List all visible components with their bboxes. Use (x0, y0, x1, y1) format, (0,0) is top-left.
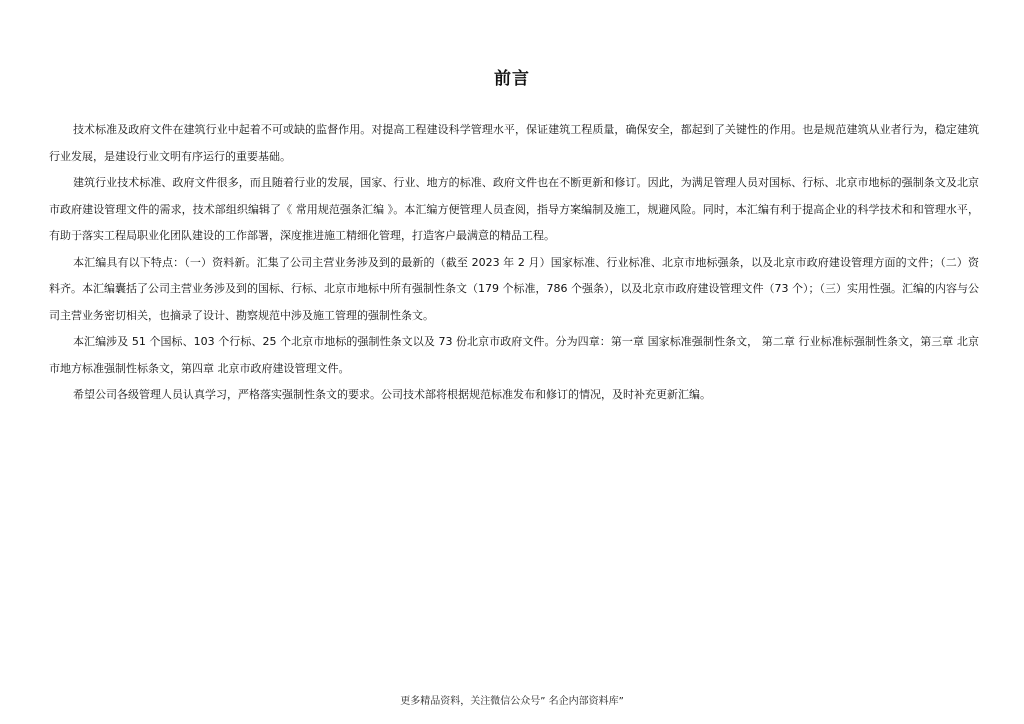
paragraph-4: 本汇编涉及 51 个国标、103 个行标、25 个北京市地标的强制性条文以及 73 份北京市政府文件。分为四章：第一章 国家标准强制性条文， 第二章 行业标准标强制性条文，第三章 北京市地方标准强制性标条文，第四章 北京市政府建设管理文件。 (49, 335, 979, 375)
paragraph-1: 技术标准及政府文件在建筑行业中起着不可或缺的监督作用。对提高工程建设科学管理水平，保证建筑工程质量，确保安全，都起到了关键性的作用。也是规范建筑从业者行为，稳定建筑行业发展，是建设行业文明有序运行的重要基础。 (49, 123, 979, 163)
paragraph-2: 建筑行业技术标准、政府文件很多，而且随着行业的发展，国家、行业、地方的标准、政府文件也在不断更新和修订。因此，为满足管理人员对国标、行标、北京市地标的强制条文及北京市政府建设管理文件的需求，技术部组织编辑了《 常用规范强条汇编 》。本汇编方便管理人员查阅，指导方案编制及施工，规避风险。同时，本汇编有利于提高企业的科学技术和和管理水平，有助于落实工程局职业化团队建设的工作部署，深度推进施工精细化管理，打造客户最满意的精品工程。 (49, 176, 979, 242)
footer-note: 更多精品资料，关注微信公众号” 名企内部资料库” (400, 696, 624, 707)
paragraph-5: 希望公司各级管理人员认真学习，严格落实强制性条文的要求。公司技术部将根据规范标准发布和修订的情况，及时补充更新汇编。 (73, 388, 711, 401)
paragraph-3: 本汇编具有以下特点：（一）资料新。汇集了公司主营业务涉及到的最新的（截至 2023 年 2 月）国家标准、行业标准、北京市地标强条，以及北京市政府建设管理方面的文件；（二）资料齐。本汇编囊括了公司主营业务涉及到的国标、行标、北京市地标中所有强制性条文（179 个标准，786 个强条），以及北京市政府建设管理文件（73 个）；（三）实用性强。汇编的内容与公司主营业务密切相关，也摘录了设计、勘察规范中涉及施工管理的强制性条文。 (49, 255, 979, 322)
preface-body (49, 117, 979, 409)
page-title: 前言 (494, 69, 530, 89)
